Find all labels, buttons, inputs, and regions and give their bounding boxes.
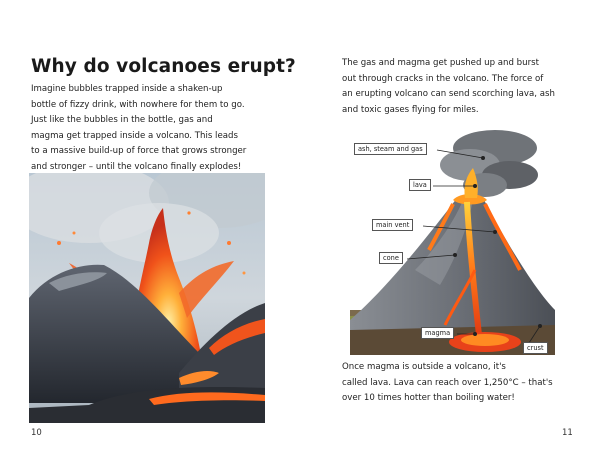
intro-line: bottle of fizzy drink, with nowhere for them to go. <box>31 99 245 110</box>
label-cone: cone <box>379 252 403 264</box>
label-magma: magma <box>421 327 454 339</box>
volcano-diagram <box>345 120 555 360</box>
gas-line: The gas and magma get pushed up and burst <box>342 58 539 68</box>
gas-line: out through cracks in the volcano. The force of <box>342 73 544 84</box>
label-crust: crust <box>523 342 548 354</box>
intro-line: to a massive build-up of force that grows stronger <box>31 146 247 157</box>
page-number-left: 10 <box>31 428 42 438</box>
lava-paragraph <box>342 360 553 407</box>
page-number-right: 11 <box>562 428 573 438</box>
label-main-vent: main vent <box>372 219 413 231</box>
page-title: Why do volcanoes erupt? <box>31 56 296 77</box>
eruption-photo <box>29 173 265 423</box>
lava-line: called lava. Lava can reach over 1,250°C – that's <box>342 377 553 388</box>
intro-line: and stronger – until the volcano finally explodes! <box>31 161 242 172</box>
lava-line: Once magma is outside a volcano, it's <box>342 362 506 372</box>
intro-line: Imagine bubbles trapped inside a shaken-up <box>31 84 223 94</box>
gas-line: and toxic gases flying for miles. <box>342 104 479 115</box>
intro-line: Just like the bubbles in the bottle, gas and <box>31 115 213 126</box>
lava-line: over 10 times hotter than boiling water! <box>342 393 515 404</box>
gas-line: an erupting volcano can send scorching lava, ash <box>342 89 555 100</box>
label-ash-steam-gas: ash, steam and gas <box>354 143 427 155</box>
intro-line: magma get trapped inside a volcano. This leads <box>31 130 238 141</box>
gas-paragraph <box>342 56 555 118</box>
intro-paragraph <box>31 82 246 176</box>
label-lava: lava <box>409 179 431 191</box>
